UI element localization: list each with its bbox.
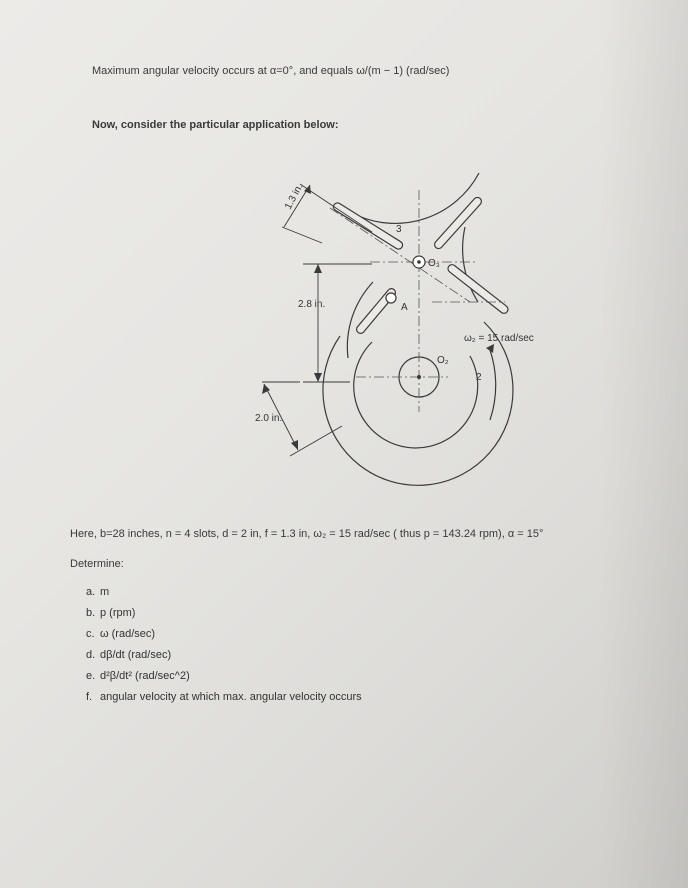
arrow-left-bottom — [291, 440, 298, 450]
consider-heading: Now, consider the particular application below: — [92, 119, 339, 131]
driver-outer-rim — [323, 322, 513, 485]
driver-wheel — [323, 322, 513, 485]
list-item-text: ω (rad/sec) — [100, 628, 156, 640]
label-o3: O₃ — [428, 258, 440, 269]
dim-extension-top-1 — [300, 184, 372, 232]
drive-pin-a — [386, 293, 396, 303]
geneva-wheel — [347, 173, 479, 358]
pivot-o2-center — [417, 375, 421, 379]
list-marker: c. — [86, 628, 95, 640]
driver-inner-rim — [354, 342, 478, 448]
list-item — [86, 607, 362, 628]
label-link-3: 3 — [396, 224, 402, 235]
list-marker: f. — [86, 691, 93, 703]
dim-top-label: 1.3 in. — [282, 182, 306, 212]
dim-left-label: 2.0 in. — [255, 413, 283, 424]
list-item-text: d²β/dt² (rad/sec^2) — [100, 670, 190, 682]
label-link-2: 2 — [476, 372, 482, 383]
list-item-text: angular velocity at which max. angular velocity occurs — [100, 691, 362, 703]
list-marker: e. — [86, 670, 96, 682]
diagonal-centerline — [330, 208, 470, 302]
list-item — [86, 628, 362, 649]
question-list — [86, 586, 362, 712]
omega-arrow-arc — [490, 350, 496, 420]
list-item-text: m — [100, 586, 110, 598]
max-velocity-line: Maximum angular velocity occurs at α=0°, and equals ω/(m − 1) (rad/sec) — [92, 65, 450, 77]
list-item — [86, 691, 362, 712]
list-marker: a. — [86, 586, 96, 598]
list-item-text: p (rpm) — [100, 607, 136, 619]
list-item — [86, 670, 362, 691]
list-item — [86, 649, 362, 670]
slot-upper-right — [433, 196, 483, 250]
label-o2: O₂ — [437, 355, 449, 366]
dim-extension-top-2 — [282, 227, 322, 243]
list-item-text: dβ/dt (rad/sec) — [100, 649, 172, 661]
slot-upper-left — [332, 201, 404, 250]
list-item — [86, 586, 362, 607]
dimension-arrows — [262, 185, 322, 450]
label-pin-a: A — [401, 302, 408, 313]
dim-mid-label: 2.8 in. — [298, 299, 326, 310]
given-values-line: Here, b=28 inches, n = 4 slots, d = 2 in, f = 1.3 in, ω₂ = 15 rad/sec ( thus p = 143.24 rpm), α = 15° — [70, 528, 544, 540]
list-marker: d. — [86, 649, 96, 661]
arrow-mid-bottom — [314, 373, 322, 382]
pivot-o3-center — [417, 260, 421, 264]
determine-label: Determine: — [70, 558, 124, 570]
list-marker: b. — [86, 607, 96, 619]
omega-label: ω₂ = 15 rad/sec — [464, 333, 534, 344]
slot-lower-right — [446, 263, 509, 315]
arrow-mid-top — [314, 264, 322, 273]
